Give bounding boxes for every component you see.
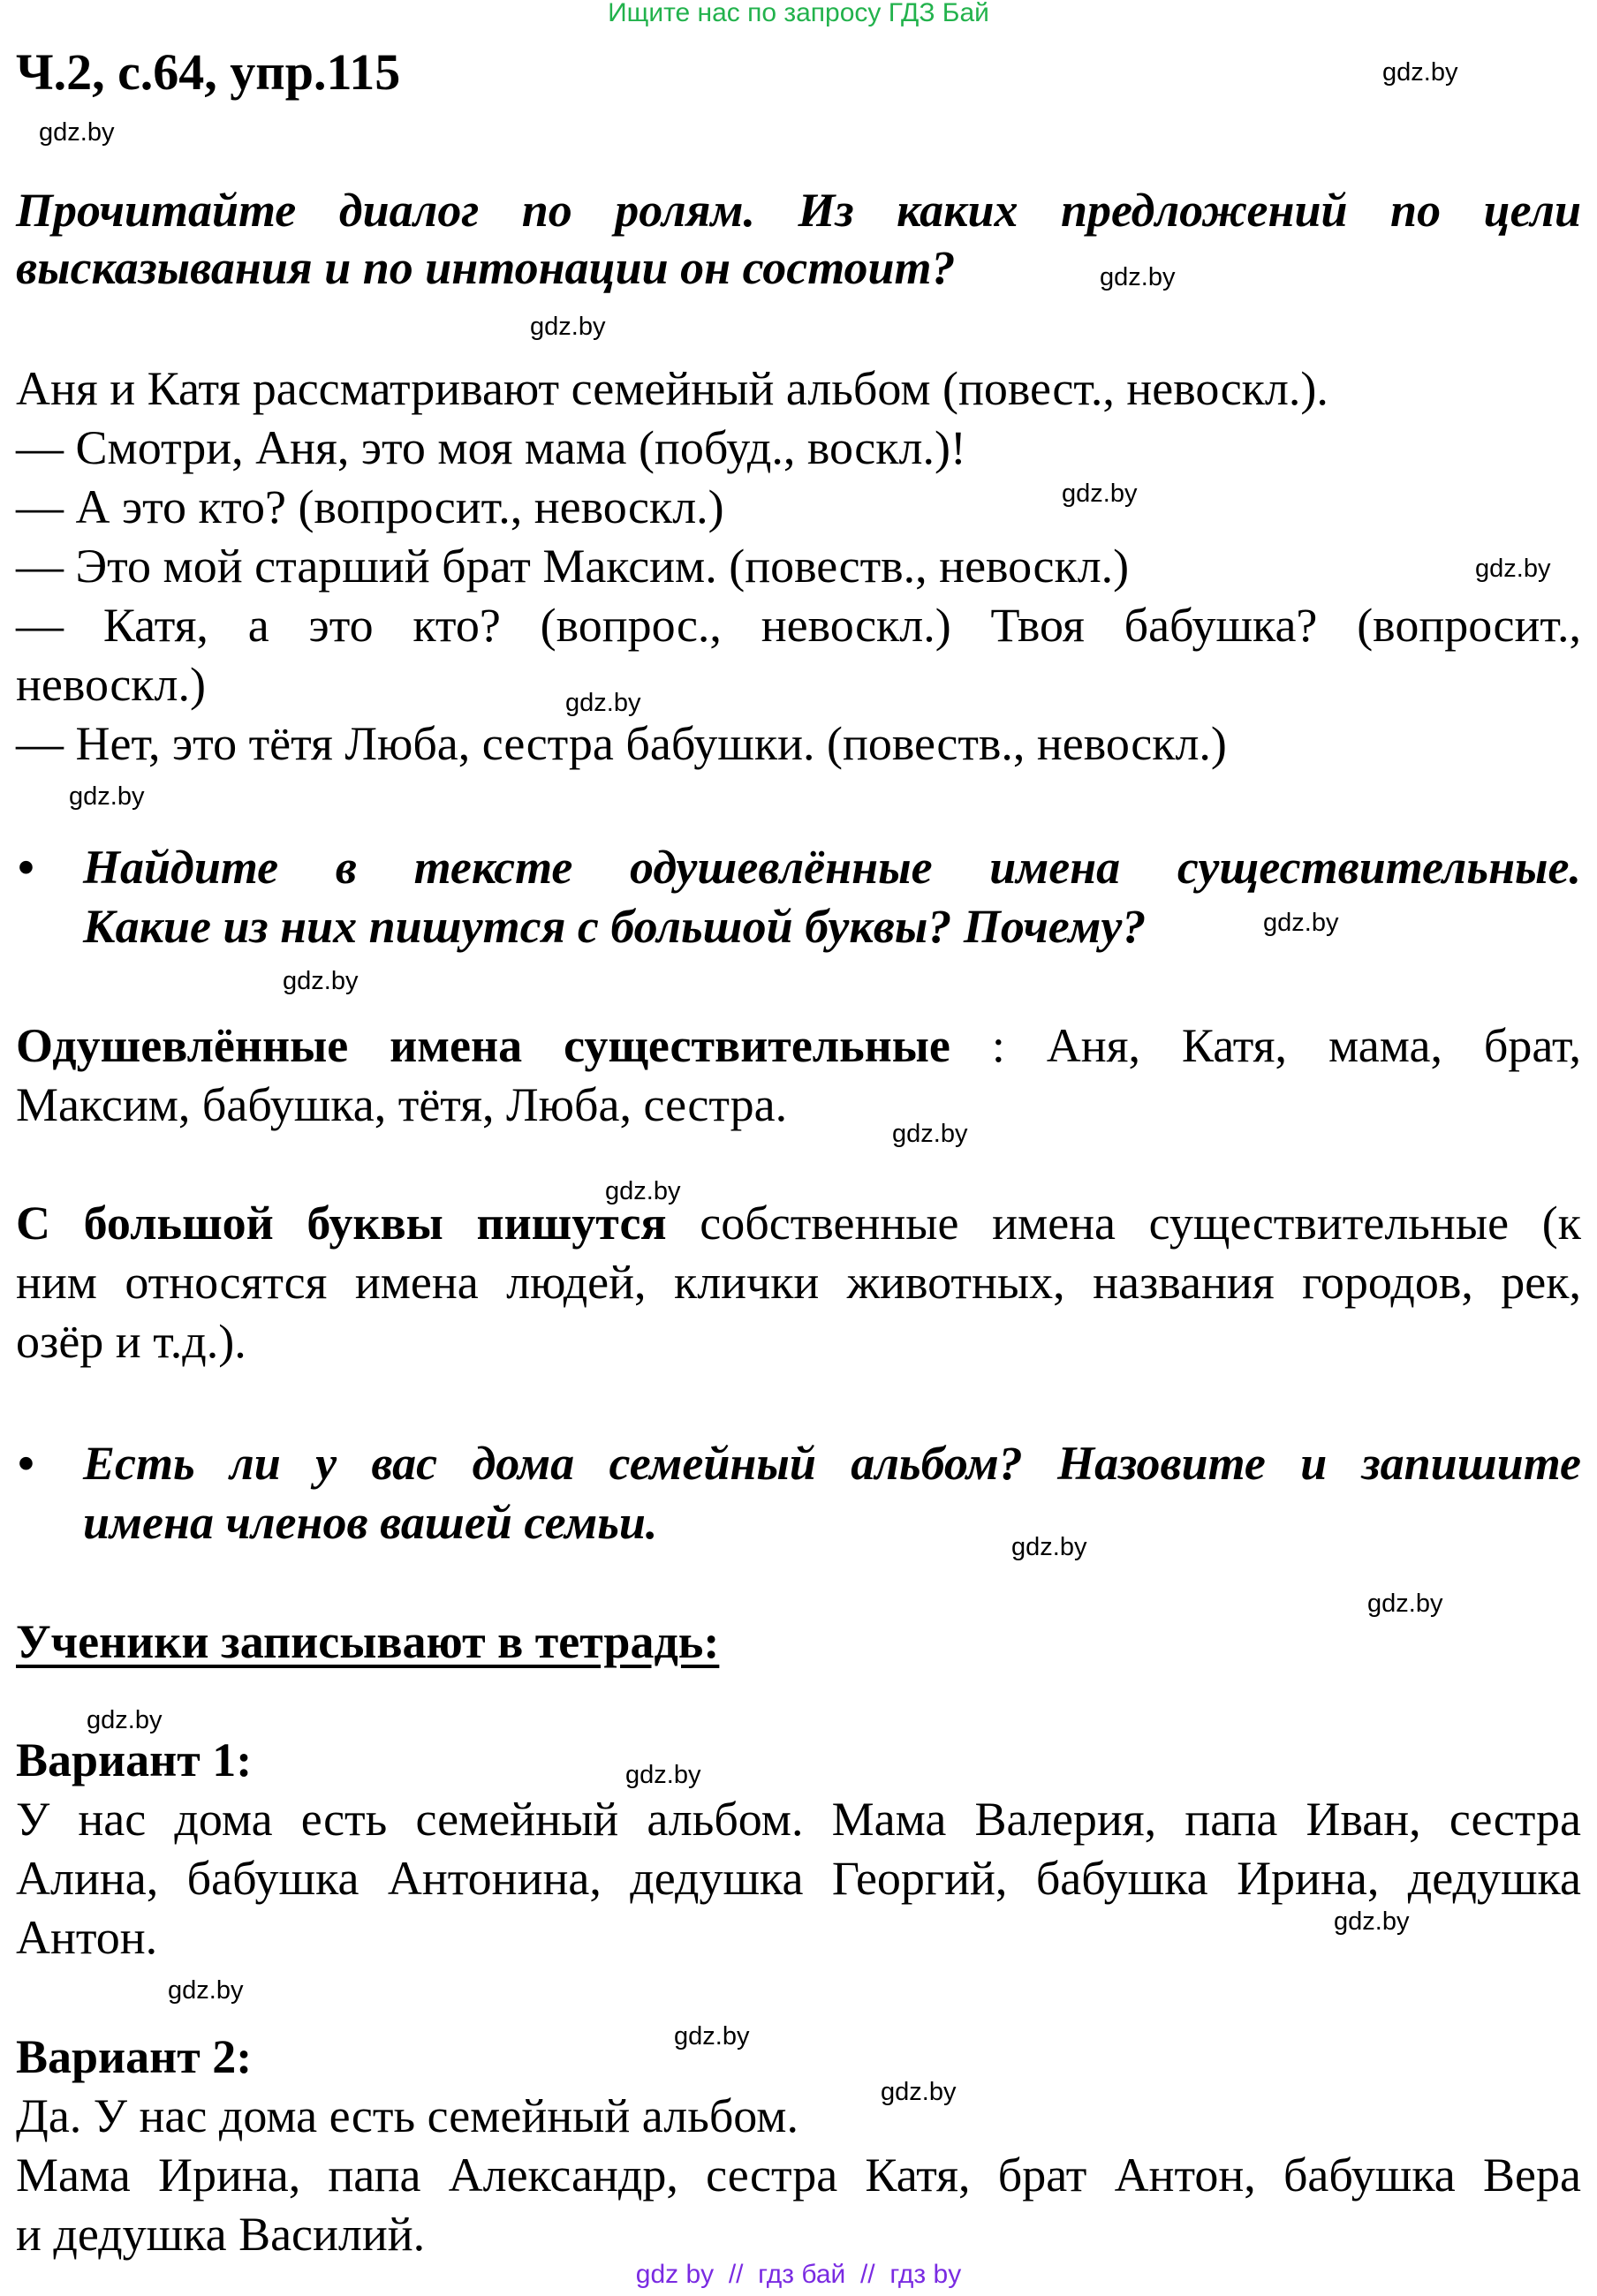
word: Антонина,: [387, 1852, 602, 1905]
variant2-label: Вариант 2:: [16, 2030, 253, 2083]
word: Алина,: [16, 1852, 159, 1905]
watermark: gdz.by: [605, 1177, 681, 1205]
word: ним: [16, 1256, 97, 1309]
word: Катя,: [102, 599, 208, 652]
word: по: [1390, 184, 1442, 237]
word: Твоя: [990, 599, 1085, 652]
word: и: [1300, 1437, 1328, 1490]
word: У: [16, 1793, 50, 1846]
word: имена: [390, 1019, 523, 1072]
answer2-line1: [16, 1018, 1581, 1073]
task1-line1: [16, 183, 1581, 238]
page-title: Ч.2, с.64, упр.115: [16, 43, 401, 101]
word: животных,: [846, 1256, 1065, 1309]
word: предложений: [1061, 184, 1348, 237]
word: существительные: [1148, 1197, 1510, 1250]
task2-line2: Какие из них пишутся с большой буквы? Почему?: [83, 900, 1147, 953]
word: бабушка: [1283, 2149, 1456, 2202]
word: Ирина,: [1237, 1852, 1380, 1905]
word: Александр,: [448, 2149, 678, 2202]
word: диалог: [338, 184, 480, 237]
word: названия: [1093, 1256, 1275, 1309]
word: Мама: [831, 1793, 947, 1846]
word: есть: [300, 1793, 388, 1846]
word: существительные: [564, 1019, 950, 1072]
watermark: gdz.by: [881, 2078, 957, 2106]
watermark: gdz.by: [1062, 480, 1138, 508]
word: альбом.: [647, 1793, 804, 1846]
word: брат,: [1483, 1019, 1581, 1072]
notebook-heading: Ученики записывают в тетрадь:: [16, 1615, 720, 1668]
watermark: gdz.by: [69, 782, 145, 811]
word: имена: [989, 841, 1121, 894]
word: невоскл.): [761, 599, 951, 652]
word: вас: [371, 1437, 438, 1490]
watermark: gdz.by: [1011, 1533, 1087, 1561]
word: (к: [1541, 1197, 1581, 1250]
variant1-line1: [16, 1792, 1581, 1847]
watermark: gdz.by: [1334, 1907, 1410, 1936]
word: семейный: [609, 1437, 816, 1490]
bullet: •: [18, 1437, 34, 1490]
word: по: [521, 184, 572, 237]
word: Есть: [83, 1437, 195, 1490]
watermark: gdz.by: [892, 1120, 968, 1148]
word: у: [315, 1437, 337, 1490]
watermark: gdz.by: [1263, 909, 1339, 937]
dialog-line: — Это мой старший брат Максим. (повеств., невоскл.): [16, 540, 1130, 593]
word: это: [308, 599, 374, 652]
word: Назовите: [1057, 1437, 1266, 1490]
word: тексте: [413, 841, 573, 894]
word: Катя,: [1181, 1019, 1288, 1072]
watermark: gdz.by: [87, 1706, 163, 1734]
word: дедушка: [1407, 1852, 1581, 1905]
watermark: gdz.by: [1475, 555, 1551, 583]
word: Антон,: [1114, 2149, 1256, 2202]
answer3-line1: [16, 1196, 1581, 1250]
watermark: gdz.by: [1382, 58, 1458, 87]
word: —: [16, 599, 64, 652]
variant2-line2: [16, 2148, 1581, 2202]
task3-line2: имена членов вашей семьи.: [83, 1496, 658, 1549]
word: Вера: [1482, 2149, 1581, 2202]
word: Катя,: [865, 2149, 971, 2202]
word: городов,: [1302, 1256, 1473, 1309]
watermark: gdz.by: [674, 2022, 750, 2051]
task1-line2: высказывания и по интонации он состоит?: [16, 241, 956, 294]
watermark: gdz.by: [1100, 263, 1176, 291]
footer-links[interactable]: gdz by // гдз бай // гдз by: [635, 2260, 962, 2289]
dialog-line: — Нет, это тётя Люба, сестра бабушки. (повеств., невоскл.): [16, 717, 1227, 770]
answer2-line2: Максим, бабушка, тётя, Люба, сестра.: [16, 1078, 788, 1131]
bullet: •: [18, 841, 34, 894]
word: брат: [997, 2149, 1087, 2202]
answer3-line2: [16, 1255, 1581, 1310]
word: мама,: [1328, 1019, 1442, 1072]
word: :: [991, 1019, 1005, 1072]
word: относятся: [125, 1256, 328, 1309]
watermark: gdz.by: [530, 313, 606, 341]
word: Аня,: [1046, 1019, 1140, 1072]
word: Прочитайте: [16, 184, 297, 237]
word: дома: [472, 1437, 575, 1490]
watermark: gdz.by: [39, 118, 115, 147]
dialog-line: Аня и Катя рассматривают семейный альбом (повест., невоскл.).: [16, 362, 1328, 415]
top-banner[interactable]: Ищите нас по запросу ГДЗ Бай: [608, 0, 989, 27]
word: бабушка: [186, 1852, 360, 1905]
word: ролям.: [615, 184, 755, 237]
variant1-line3: Антон.: [16, 1911, 158, 1964]
word: Из: [798, 184, 854, 237]
word: альбом?: [851, 1437, 1023, 1490]
word: бабушка?: [1124, 599, 1318, 652]
word: Мама: [16, 2149, 131, 2202]
word: нас: [78, 1793, 147, 1846]
word: С: [16, 1197, 50, 1250]
answer3-line3: озёр и т.д.).: [16, 1315, 246, 1368]
dialog-line: — А это кто? (вопросит., невоскл.): [16, 480, 724, 533]
word: в: [335, 841, 357, 894]
variant1-label: Вариант 1:: [16, 1733, 253, 1786]
word: запишите: [1361, 1437, 1581, 1490]
word: имена: [354, 1256, 479, 1309]
word: (вопрос.,: [540, 599, 722, 652]
word: существительные.: [1177, 841, 1581, 894]
word: Одушевлённые: [16, 1019, 349, 1072]
word: (вопросит.,: [1357, 599, 1581, 652]
word: дома: [174, 1793, 273, 1846]
variant2-line3: и дедушка Василий.: [16, 2208, 426, 2261]
task3-line1: [83, 1436, 1581, 1491]
word: Ирина,: [157, 2149, 301, 2202]
word: кто?: [412, 599, 501, 652]
word: а: [247, 599, 269, 652]
word: собственные: [700, 1197, 959, 1250]
watermark: gdz.by: [625, 1761, 701, 1789]
word: большой: [83, 1197, 274, 1250]
word: буквы: [307, 1197, 443, 1250]
watermark: gdz.by: [283, 967, 359, 995]
variant2-line1: Да. У нас дома есть семейный альбом.: [16, 2089, 798, 2142]
word: клички: [673, 1256, 820, 1309]
word: Иван,: [1306, 1793, 1421, 1846]
word: Георгий,: [831, 1852, 1008, 1905]
word: имена: [992, 1197, 1116, 1250]
word: бабушка: [1035, 1852, 1208, 1905]
watermark: gdz.by: [168, 1976, 244, 2005]
word: папа: [1185, 1793, 1278, 1846]
dialog-line: — Смотри, Аня, это моя мама (побуд., воскл.)!: [16, 421, 966, 474]
word: цели: [1483, 184, 1581, 237]
watermark: gdz.by: [565, 689, 641, 717]
watermark: gdz.by: [1367, 1590, 1443, 1618]
word: папа: [328, 2149, 421, 2202]
word: ли: [230, 1437, 281, 1490]
word: Найдите: [83, 841, 279, 894]
word: дедушка: [630, 1852, 804, 1905]
dialog-line: [16, 598, 1581, 653]
word: людей,: [506, 1256, 647, 1309]
dialog-line: невоскл.): [16, 658, 206, 711]
variant1-line2: [16, 1851, 1581, 1906]
word: семейный: [415, 1793, 619, 1846]
word: рек,: [1501, 1256, 1581, 1309]
word: каких: [897, 184, 1018, 237]
word: сестра: [706, 2149, 838, 2202]
word: сестра: [1449, 1793, 1581, 1846]
task2-line1: [83, 840, 1581, 895]
word: пишутся: [476, 1197, 667, 1250]
word: Валерия,: [974, 1793, 1157, 1846]
word: одушевлённые: [630, 841, 933, 894]
